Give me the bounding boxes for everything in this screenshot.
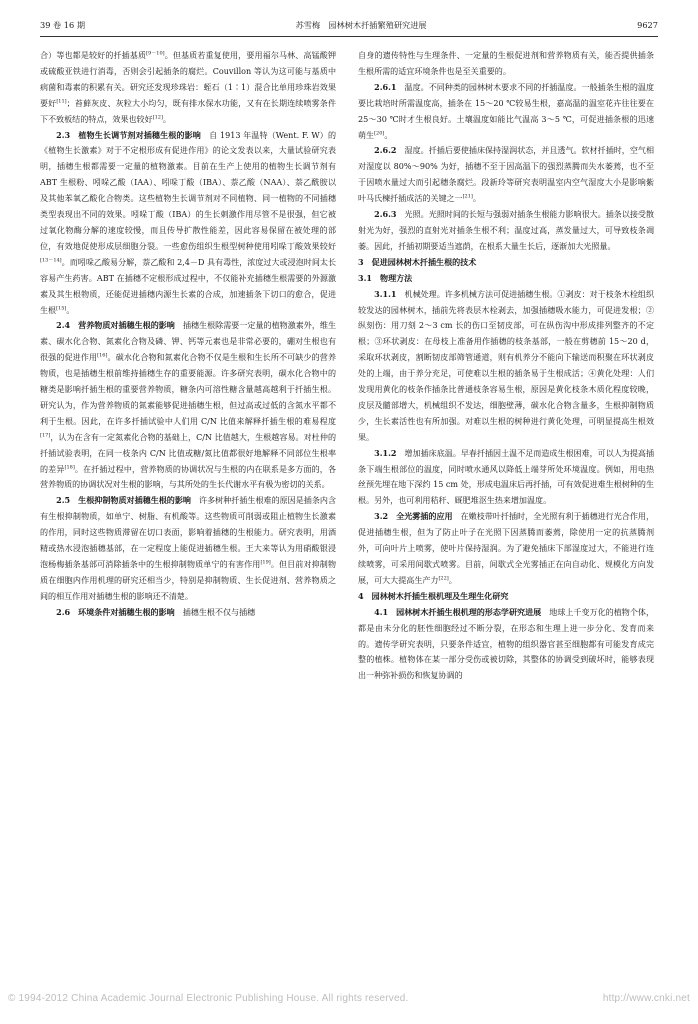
section-heading: 机械处理。 [404, 289, 445, 299]
citation: [13－14] [40, 257, 62, 264]
section-number: 3.2 [374, 511, 389, 522]
section-number: 2.6.3 [374, 209, 397, 220]
section-2-5: 2.5 生根抑制物质对插穗生根的影响 许多树种扦插生根难的原因是插条内含有生根抑制物质，如单宁、树脂、有机酸等。这些物质可削弱或阻止植物生长激素的作用，同时这些物质滞留在切口表面，影响着插穗的生根能力。研究表明，用酒精或热水浸泡插穗基部，在一定程度上能促进插穗生根。王大来等认为用硝酸银浸泡杨梅插条基部可消除插条中的生根抑制物质单宁的有害作用[19]。但目前对抑制物质在细胞内作用机理的研究还相当少，特别是抑制物质、生长促进剂、营养物质之间的相互作用对插穗生根的影响还不清楚。 [40, 495, 337, 601]
citation: [16] [97, 352, 108, 359]
section-number: 2.6.1 [374, 81, 397, 92]
section-3-1-2: 3.1.2 增加插床底温。早春扦插因土温不足而造成生根困难，可以人为提高插条下端生根部位的温度，同时喷水通风以降低上端芽所处环境温度。例如，用电热丝预先埋在地下深约 15 cm 处，形成电温床后再扦插，可有效促进难生根树种的生根。另外，也可利用秸秆、厩肥堆沤生热来增加温度。 [358, 447, 654, 506]
section-heading: 营养物质对插穗生根的影响 [78, 320, 175, 331]
right-column [358, 48, 654, 684]
copyright-notice: © 1994-2012 China Academic Journal Electronic Publishing House. All rights reserved. [8, 993, 409, 1004]
section-2-6: 2.6 环境条件对插穗生根的影响 插穗生根不仅与插穗 [56, 606, 256, 617]
header-divider [40, 36, 658, 37]
citation: [12] [152, 113, 163, 120]
citation: [21] [462, 193, 473, 200]
section-3-heading: 3 促进园林树木扦插生根的技术 [358, 256, 477, 267]
citation: [17] [40, 432, 51, 439]
section-number: 3.1.1 [374, 288, 397, 299]
section-number: 2.4 [56, 320, 71, 331]
section-heading: 环境条件对插穗生根的影响 [78, 606, 175, 617]
section-2-4: 2.4 营养物质对插穗生根的影响 插穗生根除需要一定量的植物激素外，维生素、碳水化合物、氮素化合物及磷、钾、钙等元素也是非常必要的，硼对生根也有很强的促进作用[16]。碳水化合物和氮素化合物不仅是生根和生长所不可缺少的营养物质，也是插穗生根前维持插穗生存的重要能源。许多研究表明，碳水化合物中的糖类是影响扦插生根的重要营养物质，糖条内可溶性糖含量越高越利于扦插生根。研究认为，作为营养物质的氮素能够促进插穗生根，但过高或过低的含氮水平都不利于生根。因此，在许多扦插试验中人们用 C/N 比值来解释扦插生根的难易程度[17]，认为在含有一定氮素化合物的基础上，C/N 比值越大，生根越容易。对杜仲的扦插试验表明，在同一枝条内 C/N 比值或糖/氮比值都很好地解释不同部位生根率的差异[18]。在扦插过程中，营养物质的协调状况与生根的内在联系是多方面的，各营养物质的协调状况对生根的影响，与其所处的生长代谢水平有极为密切的关系。 [40, 320, 337, 490]
section-2-6-2: 2.6.2 湿度。扦插后要使插床保持湿润状态，并且透气。软材扦插时，空气相对湿度以 80%～90% 为好，插穗不至于因高温下的强烈蒸腾而失水萎蔫，也不至于因喷水量过大而引起穗条腐烂。段新玲等研究表明温室内空气湿度大小是影响紫叶马氏楝扦插成活的关键之一[21]。 [358, 145, 654, 204]
section-2-3: 2.3 植物生长调节剂对插穗生根的影响 自 1913 年温特（Went. F. W）的《植物生长激素》对于不定根形成有促进作用》的论文发表以来，大量试验研究表明，插穗生根都需要一定量的植物激素。目前在生产上使用的植物生长调节剂有 ABT 生根粉、吲哚乙酸（IAA）、吲哚丁酸（IBA）、萘乙酸（NAA）、萘乙酰胺以及其他苯氧乙酸化合物类。这些植物生长调节剂对不同植物、同一植物的不同插穗类型表现出不同的效果。吲哚丁酸（IBA）的生长刺激作用尽管不是很强，但它被过氧化物酶分解的速度较慢，而且传导扩散性能差，因此容易保留在被处理的部位，有效地促使形成层细胞分裂。一些愈伤组织生根型树种使用吲哚丁酸效果较好[13－14]。而吲哚乙酸易分解，萘乙酸和 2,4－D 具有毒性，浓度过大或浸泡时间太长容易产生药害。ABT 在插穗不定根形成过程中，不仅能补充插穗生根需要的外源激素及其生根物质，还能促进插穗内源生长素的合成，加速插条下切口的愈合，促进生根[15]。 [40, 129, 337, 315]
citation: [20] [374, 129, 385, 136]
cnki-url: http://www.cnki.net [602, 993, 690, 1004]
citation: [15] [56, 304, 67, 311]
section-number: 2.6.2 [374, 145, 397, 156]
section-2-6-3: 2.6.3 光照。光照时间的长短与强弱对插条生根能力影响很大。插条以接受散射光为好，强烈的直射光对插条生根不利；温度过高，蒸发量过大，可导致枝条凋萎。因此，扦插初期要适当遮荫，在根系大量生长后，逐渐加大光照量。 [358, 209, 654, 251]
section-3-1-1: 3.1.1 机械处理。许多机械方法可促进插穗生根。①剥皮：对于枝条木栓组织较发达的园林树木，插前先将表层木栓剥去，加强插穗吸水能力，可促进发根；②纵刻伤：用刀刻 2～3 cm 长的伤口至韧皮部，可在纵伤沟中形成排列整齐的不定根；③环状剥皮：在母枝上准备用作插穗的枝条基部，一般在剪穗前 15～20 d，采取环状剥皮，割断韧皮部筛管通道，则有机养分不能向下输送而积聚在环状剥皮处的上端，由于养分充足，可使难以生根的插条易于生根成活；④黄化处理：人们发现用黄化的枝条作插条比普通枝条容易生根，原因是黄化枝条木质化程度较晚，皮层及髓部增大，机械组织不发达，细胞壁薄，碳水化合物含量多，生根抑制物质少，生长素活性也有所加强。对难以生根的树种进行黄化处理，可明显提高生根效果。 [358, 288, 654, 442]
section-4-1: 4.1 园林树木扦插生根机理的形态学研究进展 地球上千变万化的植物个体，都是由未分化的胚性细胞经过不断分裂，在形态和生理上进一步分化、发育而来的。遗传学研究表明，只要条件适宜，植物的组织器官甚至细胞都有可能发育成完整的植株。植物体在某一部分受伤或被切除，其整体的协调受到破坏时，能够表现出一种弥补损伤和恢复协调的 [358, 606, 655, 681]
section-number: 2.5 [56, 495, 71, 506]
section-heading: 增加插床底温。 [404, 448, 461, 458]
section-number: 4.1 [374, 606, 389, 617]
journal-volume: 39 卷 16 期 [40, 19, 86, 30]
section-number: 3.1.2 [374, 447, 397, 458]
section-heading: 湿度。 [404, 146, 429, 156]
citation: [11] [56, 98, 67, 105]
page-number: 9627 [637, 20, 658, 30]
citation: [19] [260, 559, 271, 566]
page-header [40, 18, 658, 32]
citation: [9－10] [146, 50, 165, 57]
paragraph: 合）等也都是较好的扦插基质[9－10]。但基质若重复使用，要用福尔马林、高锰酸钾或硫酸亚铁进行消毒，否则会引起插条的腐烂。Couvillon 等认为这可能与基质中病菌和毒素的积累有关。研究还发现珍珠岩：蛭石（1∶1）混合比单用珍珠岩效果要好[11]；苔藓灰皮、灰粒大小均匀，既有排水保水功能，又有在长期连续喷雾条件下不致板结的特点，效果也较好[12]。 [40, 50, 337, 124]
section-heading: 全光雾插的应用 [396, 511, 453, 522]
section-heading: 园林树木扦插生根机理的形态学研究进展 [396, 606, 542, 617]
running-title: 苏雪梅 园林树木扦插繁殖研究进展 [295, 19, 427, 30]
left-column [40, 48, 336, 621]
section-heading: 生根抑制物质对插穗生根的影响 [78, 495, 191, 506]
citation: [18] [64, 463, 75, 470]
section-number: 2.6 [56, 606, 71, 617]
section-heading: 植物生长调节剂对插穗生根的影响 [78, 129, 201, 140]
citation: [22] [438, 575, 449, 582]
section-number: 2.3 [56, 129, 71, 140]
section-heading: 光照。 [404, 210, 429, 220]
section-4-heading: 4 园林树木扦插生根机理及生理生化研究 [358, 590, 509, 601]
section-2-6-1: 2.6.1 温度。不同种类的园林树木要求不同的扦插温度。一般插条生根的温度要比栽培时所需温度高，插条在 15～20 ℃较易生根，嘉高温的温室花卉往往要在 25～30 ℃时才生根良好。土壤温度如能比气温高 3～5 ℃，可促进插条根的迅速萌生[20]。 [358, 81, 654, 140]
section-heading: 温度。 [404, 82, 429, 92]
section-3-2: 3.2 全光雾插的应用 在嫩枝带叶扦插时，全光照有利于插穗进行光合作用，促进插穗生根，但为了防止叶子在光照下因蒸腾而萎蔫，除使用一定的抗蒸腾剂外，可向叶片上喷雾，使叶片保持湿润。为了避免插床下部湿度过大，不能进行连续喷雾，可采用间歇式喷雾。目前，间歇式全光雾插正在向自动化、规模化方向发展，可大大提高生产力[22]。 [358, 511, 655, 585]
paragraph: 自身的遗传特性与生理条件、一定量的生根促进剂和营养物质有关，能否提供插条生根所需的适宜环境条件也是至关重要的。 [358, 51, 654, 76]
section-3-1-heading: 3.1 物理方法 [358, 272, 413, 283]
page-footer [8, 993, 690, 1009]
